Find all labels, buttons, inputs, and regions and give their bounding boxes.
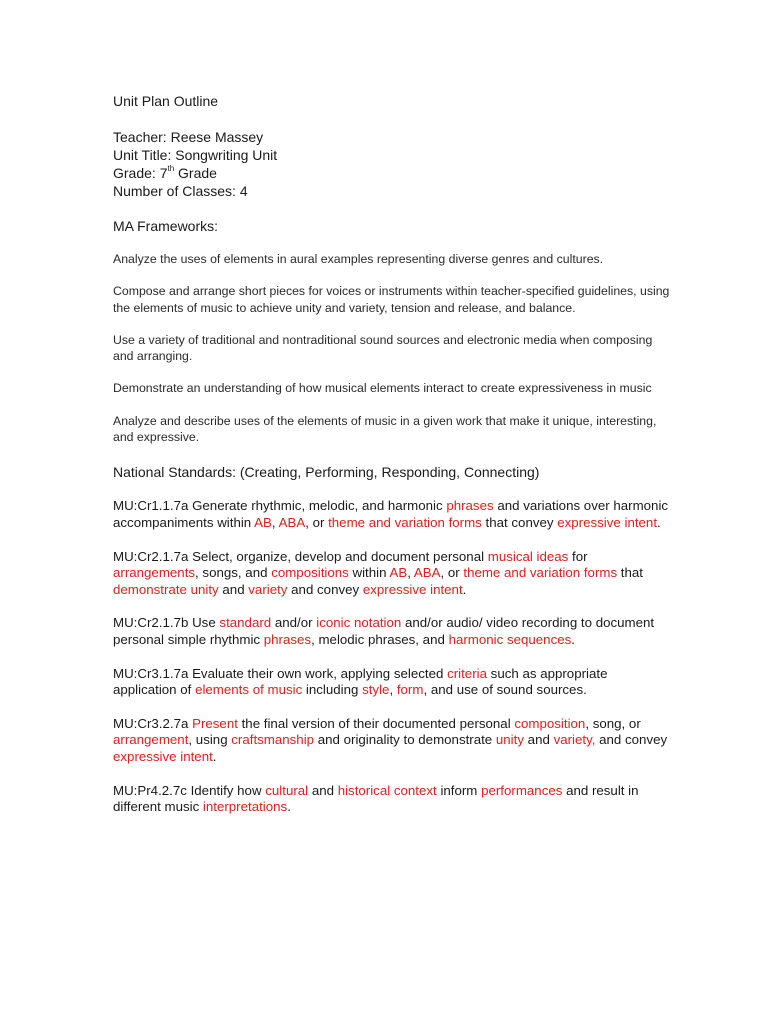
highlighted-term: arrangements <box>113 565 196 581</box>
standard-paragraph <box>113 498 673 531</box>
document-page <box>113 92 673 833</box>
standard-text: , song, or <box>585 715 641 731</box>
highlighted-term: criteria <box>447 665 487 681</box>
highlighted-term: theme and variation forms <box>328 514 482 530</box>
standard-text: MU:Cr2.1.7a Select, organize, develop and document personal <box>113 548 488 564</box>
standard-text: , <box>389 682 397 698</box>
highlighted-term: phrases <box>263 631 312 647</box>
standard-paragraph <box>113 549 673 599</box>
highlighted-term: variety <box>248 581 288 597</box>
standard-text: inform <box>436 782 482 798</box>
classes-line: Number of Classes: 4 <box>113 183 248 199</box>
standard-text: and <box>308 782 338 798</box>
standards-list <box>113 498 673 815</box>
framework-paragraph: Analyze and describe uses of the elements of music in a given work that make it unique, interesting, and expressive. <box>113 413 657 445</box>
highlighted-term: AB <box>389 565 408 581</box>
grade-line <box>113 164 673 182</box>
standard-text: . <box>571 631 575 647</box>
standard-paragraph <box>113 716 673 766</box>
highlighted-term: phrases <box>446 498 494 514</box>
standard-text: within <box>348 565 390 581</box>
highlighted-term: variety, <box>553 732 596 748</box>
standard-text: . <box>462 581 467 597</box>
standard-text: , using <box>188 732 232 748</box>
standard-text: MU:Cr1.1.7a Generate rhythmic, melodic, and harmonic <box>113 498 447 514</box>
document-title: Unit Plan Outline <box>113 93 219 109</box>
highlighted-term: ABA <box>278 514 306 530</box>
highlighted-term: harmonic sequences <box>448 631 572 647</box>
highlighted-term: unity <box>495 732 524 748</box>
highlighted-term: composition <box>514 715 586 731</box>
standard-paragraph <box>113 783 673 816</box>
grade-prefix: Grade: 7 <box>113 165 168 181</box>
highlighted-term: demonstrate unity <box>113 581 219 597</box>
standard-text: including <box>302 682 363 698</box>
standard-text: , or <box>305 514 329 530</box>
standard-paragraph <box>113 666 673 699</box>
standard-text: , or <box>440 565 464 581</box>
unit-title-line: Unit Title: Songwriting Unit <box>113 147 278 163</box>
standard-text: . <box>287 799 291 815</box>
standard-text: . <box>657 514 661 530</box>
standard-paragraph <box>113 615 673 648</box>
highlighted-term: historical context <box>337 782 437 798</box>
highlighted-term: compositions <box>271 565 349 581</box>
highlighted-term: interpretations <box>202 799 288 815</box>
highlighted-term: elements of music <box>195 682 303 698</box>
standard-text: and convey <box>595 732 668 748</box>
framework-paragraph: Analyze the uses of elements in aural examples representing diverse genres and cultures. <box>113 252 604 266</box>
highlighted-term: standard <box>219 615 272 631</box>
framework-paragraph: Compose and arrange short pieces for voices or instruments within teacher-specified guidelines, using the elements of music to achieve unity and variety, tension and release, and balance. <box>113 284 670 315</box>
highlighted-term: AB <box>254 514 272 530</box>
standard-text: MU:Pr4.2.7c Identify how <box>113 782 266 798</box>
standard-text: that convey <box>481 514 558 530</box>
standard-text: and variations over harmonic accompaniments within <box>113 498 669 530</box>
standard-text: and/or audio/ video recording to document personal simple rhythmic <box>113 615 655 647</box>
highlighted-term: form <box>396 682 424 698</box>
highlighted-term: theme and variation forms <box>463 565 618 581</box>
standard-text: . <box>212 748 217 764</box>
standard-text: , <box>271 514 279 530</box>
national-standards-heading: National Standards: (Creating, Performing, Responding, Connecting) <box>113 464 540 481</box>
highlighted-term: arrangement <box>113 732 189 748</box>
highlighted-term: expressive intent <box>557 514 658 530</box>
standard-text: , melodic phrases, and <box>311 631 449 647</box>
standard-text: and/or <box>271 615 317 631</box>
highlighted-term: performances <box>481 782 563 798</box>
highlighted-term: ABA <box>413 565 441 581</box>
standard-text: , <box>407 565 414 581</box>
standard-text: that <box>617 565 643 581</box>
standard-text: MU:Cr2.1.7b Use <box>113 615 220 631</box>
highlighted-term: expressive intent <box>362 581 463 597</box>
standard-text: the final version of their documented personal <box>237 715 515 731</box>
highlighted-term: craftsmanship <box>231 732 315 748</box>
grade-superscript: th <box>167 164 175 174</box>
standard-text: and <box>523 732 554 748</box>
highlighted-term: Present <box>192 715 238 731</box>
standard-text: for <box>568 548 588 564</box>
standard-text: and convey <box>287 581 363 597</box>
highlighted-term: style <box>362 682 390 698</box>
standard-text: and <box>218 581 249 597</box>
teacher-line: Teacher: Reese Massey <box>113 129 264 145</box>
standard-text: MU:Cr3.1.7a Evaluate their own work, applying selected <box>113 665 448 681</box>
frameworks-heading: MA Frameworks: <box>113 218 219 234</box>
highlighted-term: musical ideas <box>487 548 569 564</box>
standard-text: such as appropriate application of <box>113 665 608 698</box>
framework-paragraph: Use a variety of traditional and nontraditional sound sources and electronic media when composing and arranging. <box>113 332 653 364</box>
framework-paragraph: Demonstrate an understanding of how musical elements interact to create expressiveness in music <box>113 381 652 396</box>
standard-text: , and use of sound sources. <box>423 682 587 698</box>
standard-text: , songs, and <box>195 565 272 581</box>
standard-text: and originality to demonstrate <box>314 732 496 748</box>
highlighted-term: cultural <box>265 782 309 798</box>
highlighted-term: expressive intent <box>113 748 213 764</box>
standard-text: MU:Cr3.2.7a <box>113 715 193 731</box>
standard-text: and result in different music <box>113 782 639 815</box>
highlighted-term: iconic notation <box>316 615 402 631</box>
grade-suffix: Grade <box>174 165 217 181</box>
